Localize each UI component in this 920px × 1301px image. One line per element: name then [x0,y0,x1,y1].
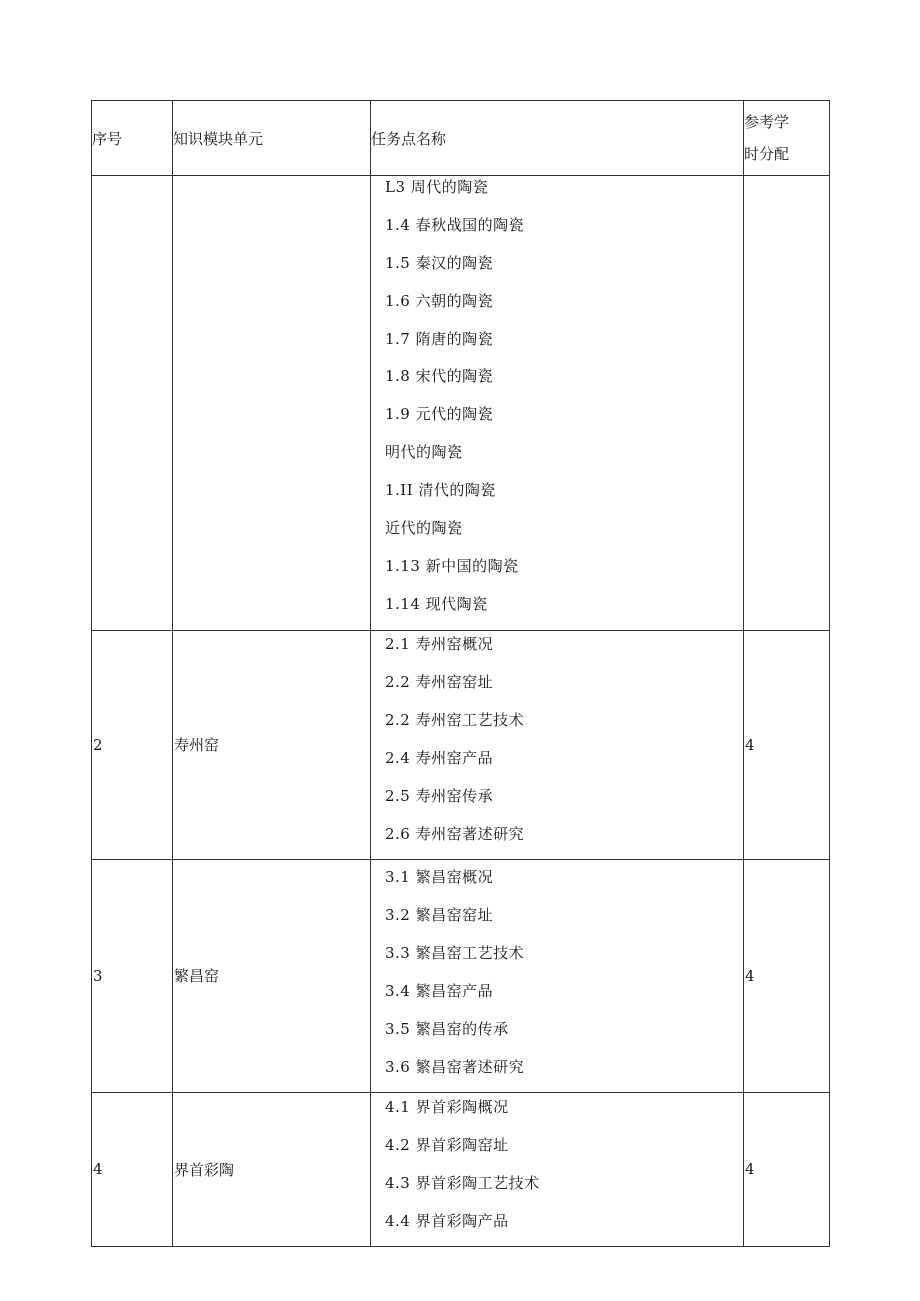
table-row [92,176,830,631]
row-hours [744,176,830,631]
table-row [92,859,830,1092]
task-item: 1.8 宋代的陶瓷 [385,367,494,386]
table-row [92,1092,830,1246]
table-header-row [92,101,830,176]
header-index: 序号 [92,101,173,176]
task-list [385,176,743,630]
task-item: 3.6 繁昌窑著述研究 [385,1057,525,1076]
task-item: 1.13 新中国的陶瓷 [385,556,519,575]
row-module [173,176,371,631]
task-item: 4.3 界首彩陶工艺技术 [385,1173,540,1192]
task-item: 2.5 寿州窑传承 [385,786,494,805]
row-module: 界首彩陶 [173,1092,371,1246]
task-list [385,1094,743,1246]
task-list [385,631,743,859]
task-item: 2.2 寿州窑窑址 [385,672,494,691]
task-item: 1.4 春秋战国的陶瓷 [385,215,525,234]
header-hours-line1: 参考学 [744,113,790,131]
task-item: L3 周代的陶瓷 [385,178,489,196]
row-module: 寿州窑 [173,630,371,859]
row-tasks [371,630,744,859]
task-item: 2.1 寿州窑概况 [385,634,494,653]
task-item: 近代的陶瓷 [385,519,463,538]
task-item: 3.3 繁昌窑工艺技术 [385,943,525,962]
task-item: 1.5 秦汉的陶瓷 [385,253,494,272]
task-item: 3.4 繁昌窑产品 [385,981,494,1000]
task-item: 4.1 界首彩陶概况 [385,1097,509,1116]
row-index: 3 [92,859,173,1092]
task-item: 4.4 界首彩陶产品 [385,1211,509,1230]
header-tasks: 任务点名称 [371,101,744,176]
row-hours: 4 [744,630,830,859]
task-item: 1.6 六朝的陶瓷 [385,291,494,310]
header-hours [744,101,830,176]
row-module: 繁昌窑 [173,859,371,1092]
task-item: 1.II 清代的陶瓷 [385,481,496,500]
task-item: 1.14 现代陶瓷 [385,594,488,613]
row-hours: 4 [744,1092,830,1246]
row-hours: 4 [744,859,830,1092]
task-item: 4.2 界首彩陶窑址 [385,1135,509,1154]
task-item: 2.6 寿州窑著述研究 [385,824,525,843]
task-item: 2.2 寿州窑工艺技术 [385,710,525,729]
header-module: 知识模块单元 [173,101,371,176]
course-syllabus-table [91,100,830,1247]
row-index: 2 [92,630,173,859]
task-list [385,864,743,1092]
task-item: 1.9 元代的陶瓷 [385,405,494,424]
task-item: 1.7 隋唐的陶瓷 [385,329,494,348]
row-tasks [371,1092,744,1246]
row-tasks [371,859,744,1092]
task-item: 3.2 繁昌窑窑址 [385,905,494,924]
task-item: 2.4 寿州窑产品 [385,748,494,767]
row-index: 4 [92,1092,173,1246]
task-item: 3.1 繁昌窑概况 [385,867,494,886]
row-tasks [371,176,744,631]
table-row [92,630,830,859]
task-item: 明代的陶瓷 [385,443,463,462]
task-item: 3.5 繁昌窑的传承 [385,1019,509,1038]
header-hours-line2: 时分配 [744,145,790,163]
row-index [92,176,173,631]
